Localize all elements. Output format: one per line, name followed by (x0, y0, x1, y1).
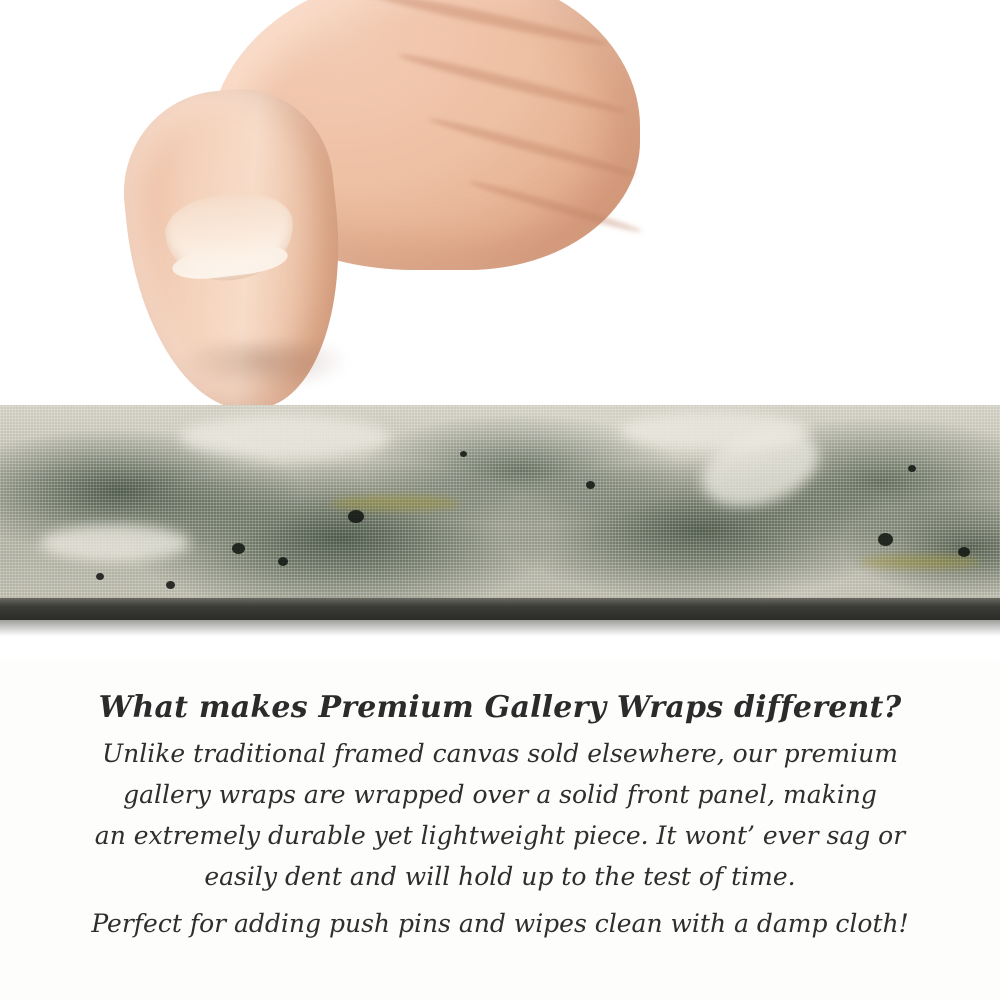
knuckle-crease (427, 114, 637, 179)
caption-line-1: Unlike traditional framed canvas sold elsewhere, our premium (102, 739, 898, 768)
strip-drop-shadow (0, 620, 1000, 636)
caption-block (0, 690, 1000, 944)
knuckle-crease (397, 50, 628, 118)
canvas-speck (278, 557, 288, 566)
caption-line-2: gallery wraps are wrapped over a solid front panel, making (123, 780, 877, 809)
canvas-speck (586, 481, 595, 489)
canvas-edge-strip (0, 405, 1000, 620)
finger-contact-shadow (180, 342, 350, 390)
canvas-speck (96, 573, 104, 580)
hand-illustration (120, 0, 640, 430)
canvas-speck (908, 465, 916, 472)
canvas-speck (232, 543, 245, 554)
caption-heading: What makes Premium Gallery Wraps different? (98, 690, 902, 725)
canvas-weave-pattern (0, 405, 1000, 620)
canvas-pigment-smear (330, 495, 460, 511)
panel-dark-edge (0, 598, 1000, 620)
canvas-highlight (180, 415, 390, 459)
caption-line-3: an extremely durable yet lightweight piece. It wont’ ever sag or (94, 821, 906, 850)
canvas-highlight (40, 525, 190, 561)
knuckle-crease (361, 0, 608, 50)
canvas-speck (460, 451, 467, 457)
canvas-pigment-smear (860, 555, 980, 569)
canvas-speck (348, 510, 364, 523)
knuckle-crease (467, 177, 643, 235)
caption-line-4: easily dent and will hold up to the test of time. (204, 862, 796, 891)
canvas-speck (878, 533, 893, 546)
caption-line-5: Perfect for adding push pins and wipes clean with a damp cloth! (91, 909, 909, 938)
canvas-speck (166, 581, 175, 589)
canvas-speck (958, 547, 970, 557)
